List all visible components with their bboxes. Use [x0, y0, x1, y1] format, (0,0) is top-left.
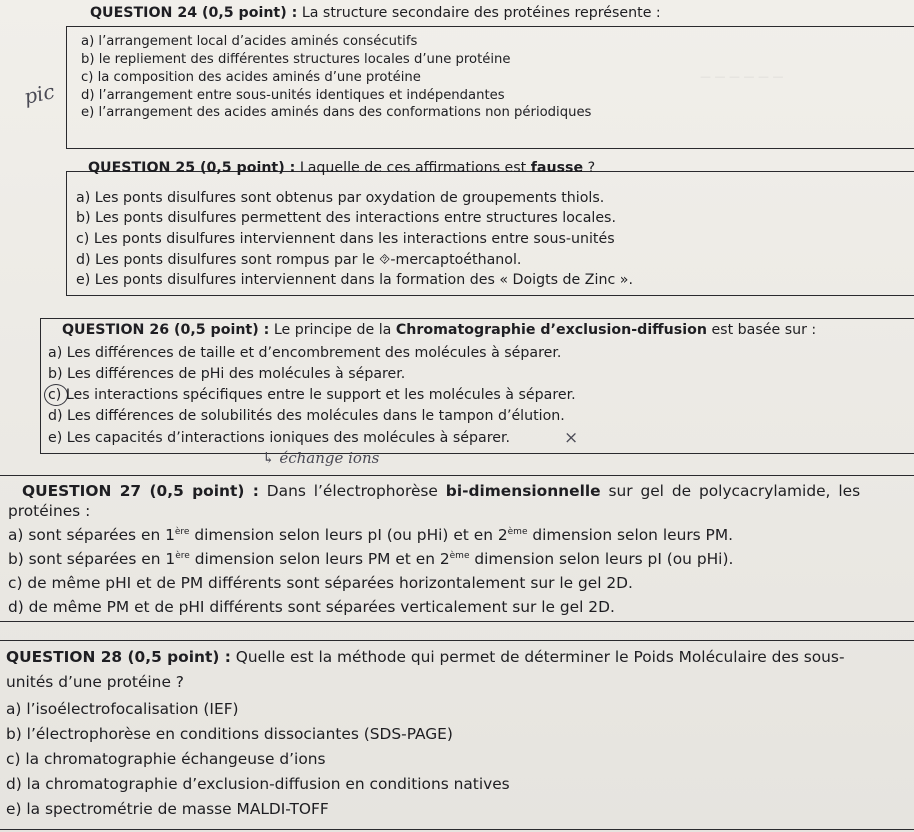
question-24-label: QUESTION 24 (0,5 point) :	[90, 5, 298, 21]
question-25-label: QUESTION 25 (0,5 point) :	[88, 160, 296, 176]
q28-option-c: c) la chromatographie échangeuse d’ions	[6, 750, 326, 768]
question-26-text: Le principe de la	[269, 322, 396, 338]
bleed-through-text: — — — — — —	[700, 70, 784, 83]
question-25-emphasis: fausse	[530, 160, 584, 176]
q27-option-a-part1: a) sont séparées en 1	[8, 526, 175, 544]
q26-option-c: c) Les interactions spécifiques entre le support et les molécules à séparer.	[48, 387, 576, 403]
q27-option-c: c) de même pHI et de PM différents sont séparées horizontalement sur le gel 2D.	[8, 574, 633, 592]
q27-option-b-sup1: ère	[175, 551, 190, 561]
question-27-label: QUESTION 27 (0,5 point) :	[22, 482, 259, 500]
q28-option-d: d) la chromatographie d’exclusion-diffusion en conditions natives	[6, 775, 510, 793]
q24-option-b: b) le repliement des différentes structures locales d’une protéine	[81, 52, 511, 67]
question-25-text: Laquelle de ces affirmations est	[295, 160, 531, 176]
handwritten-margin-note: pic	[21, 79, 57, 109]
q27-option-b-part2: dimension selon leurs PM et en 2	[189, 550, 450, 568]
q26-option-a: a) Les différences de taille et d’encombrement des molécules à séparer.	[48, 345, 562, 361]
question-28-title	[6, 648, 845, 666]
q27-option-b-part1: b) sont séparées en 1	[8, 550, 176, 568]
question-28-text-line2: unités d’une protéine ?	[6, 673, 184, 691]
q27-option-d: d) de même PM et de pHI différents sont séparées verticalement sur le gel 2D.	[8, 598, 615, 616]
question-27-title	[22, 482, 860, 500]
question-25-text-end: ?	[583, 160, 596, 176]
q27-option-a	[8, 526, 733, 544]
q24-option-a: a) l’arrangement local d’acides aminés consécutifs	[81, 34, 418, 49]
q25-option-a: a) Les ponts disulfures sont obtenus par oxydation de groupements thiols.	[76, 190, 605, 206]
q24-option-d: d) l’arrangement entre sous-unités identiques et indépendantes	[81, 88, 505, 103]
q28-option-e: e) la spectrométrie de masse MALDI-TOFF	[6, 800, 329, 818]
handwritten-cross-mark: ×	[564, 428, 579, 448]
question-28-text: Quelle est la méthode qui permet de déterminer le Poids Moléculaire des sous-	[230, 648, 845, 666]
q25-option-e: e) Les ponts disulfures interviennent dans la formation des « Doigts de Zinc ».	[76, 272, 633, 288]
question-27-text-line2: protéines :	[8, 502, 91, 520]
q28-option-b: b) l’électrophorèse en conditions dissociantes (SDS-PAGE)	[6, 725, 453, 743]
q27-option-a-part3: dimension selon leurs PM.	[527, 526, 734, 544]
question-26-emphasis: Chromatographie d’exclusion-diffusion	[395, 322, 707, 338]
question-24-title	[90, 5, 661, 21]
q27-option-a-sup1: ère	[174, 527, 190, 537]
handwritten-note-ion-exchange: ↳ échange ions	[262, 449, 380, 467]
q26-option-d: d) Les différences de solubilités des molécules dans le tampon d’élution.	[48, 408, 565, 424]
question-26-title	[62, 322, 816, 338]
question-24-text: La structure secondaire des protéines représente :	[297, 5, 661, 21]
question-26-label: QUESTION 26 (0,5 point) :	[62, 322, 270, 338]
q27-option-b	[8, 550, 733, 568]
q26-option-e: e) Les capacités d’interactions ioniques des molécules à séparer.	[48, 430, 510, 446]
question-28-label: QUESTION 28 (0,5 point) :	[6, 648, 231, 666]
q24-option-e: e) l’arrangement des acides aminés dans des conformations non périodiques	[81, 105, 592, 120]
q24-option-c: c) la composition des acides aminés d’une protéine	[81, 70, 421, 85]
q25-option-b: b) Les ponts disulfures permettent des interactions entre structures locales.	[76, 210, 616, 226]
question-27-emphasis: bi-dimensionnelle	[445, 482, 601, 500]
q27-option-a-part2: dimension selon leurs pI (ou pHi) et en 2	[189, 526, 508, 544]
q27-option-b-sup2: ème	[449, 551, 470, 561]
q28-option-a: a) l’isoélectrofocalisation (IEF)	[6, 700, 239, 718]
q27-option-b-part3: dimension selon leurs pI (ou pHi).	[469, 550, 734, 568]
question-27-text-end: sur gel de polycacrylamide, les	[600, 482, 861, 500]
question-26-text-end: est basée sur :	[706, 322, 817, 338]
q27-option-a-sup2: ème	[507, 527, 528, 537]
question-25-title	[88, 160, 595, 176]
q25-option-c: c) Les ponts disulfures interviennent dans les interactions entre sous-unités	[76, 231, 615, 247]
question-27-text: Dans l’électrophorèse	[258, 482, 446, 500]
q26-option-b: b) Les différences de pHi des molécules à séparer.	[48, 366, 406, 382]
q25-option-d: d) Les ponts disulfures sont rompus par le ⯑-mercaptoéthanol.	[76, 252, 522, 268]
